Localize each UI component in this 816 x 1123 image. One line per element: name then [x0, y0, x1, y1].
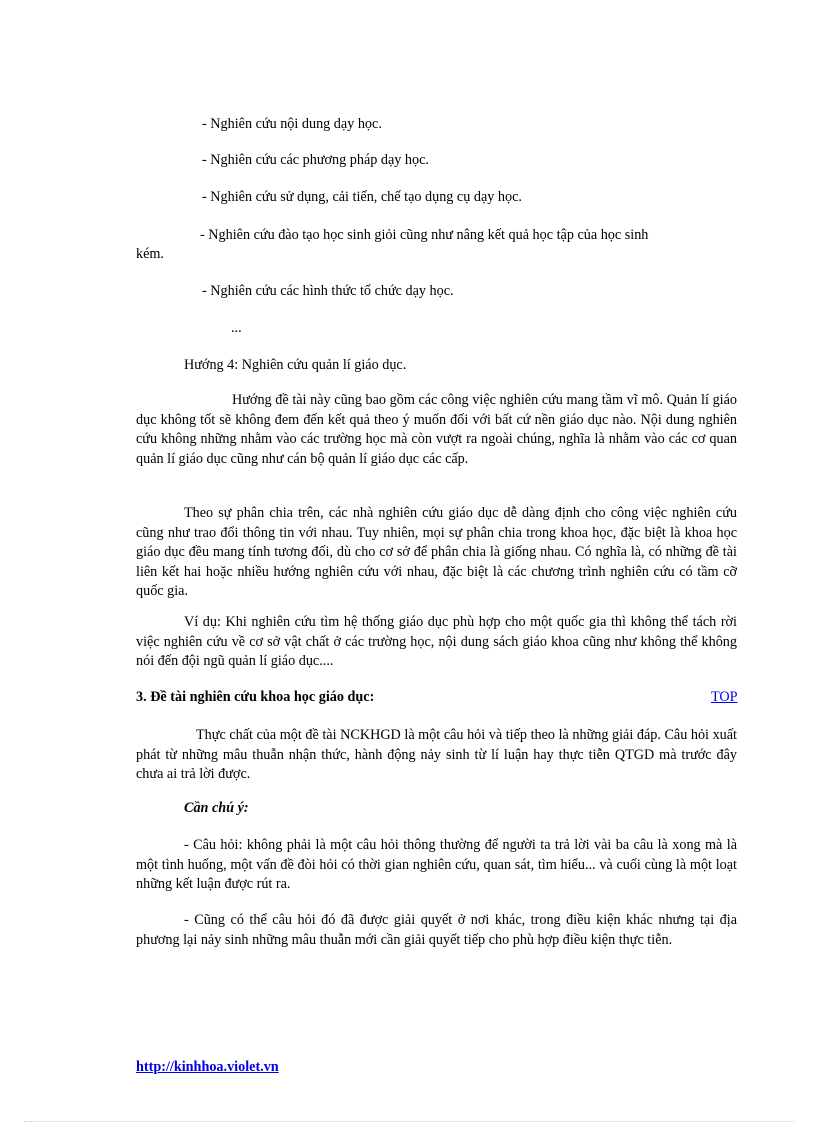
- bullet-item: - Nghiên cứu sử dụng, cải tiến, chế tạo dụng cụ dạy học.: [202, 189, 522, 205]
- huong4-heading: Hướng 4: Nghiên cứu quản lí giáo dục.: [184, 357, 407, 373]
- paragraph: Ví dụ: Khi nghiên cứu tìm hệ thống giáo dục phù hợp cho một quốc gia thì không thể tách rời việc nghiên cứu về cơ sở vật chất ở các trường học, nội dung sách giáo khoa cũng như không thể không nói đến đội ngũ quản lí giáo dục....: [136, 614, 737, 669]
- page-bottom-divider: [24, 1121, 794, 1122]
- bullet-item-continuation: kém.: [136, 246, 164, 262]
- section-heading: 3. Đề tài nghiên cứu khoa học giáo dục:: [136, 689, 375, 705]
- section-intro: Thực chất của một đề tài NCKHGD là một câu hỏi và tiếp theo là những giải đáp. Câu hỏi xuất phát từ những mâu thuẫn nhận thức, hành động nảy sinh từ lí luận hay thực tiễn QTGD mà trước đây chưa ai trả lời được.: [136, 727, 737, 782]
- footer-link[interactable]: http://kinhhoa.violet.vn: [136, 1059, 279, 1075]
- bullet-item: - Nghiên cứu các phương pháp dạy học.: [202, 152, 429, 168]
- note-item: - Cũng có thể câu hỏi đó đã được giải quyết ở nơi khác, trong điều kiện khác nhưng tại địa phương lại nảy sinh những mâu thuẫn mới cần giải quyết tiếp cho phù hợp điều kiện thực tiễn.: [136, 912, 737, 948]
- bullet-item: - Nghiên cứu đào tạo học sinh giỏi cũng như nâng kết quả học tập của học sinh: [200, 227, 649, 243]
- bullet-item: - Nghiên cứu nội dung dạy học.: [202, 116, 382, 132]
- paragraph: Theo sự phân chia trên, các nhà nghiên cứu giáo dục dễ dàng định cho công việc nghiên cứu cũng như trao đổi thông tin với nhau. Tuy nhiên, mọi sự phân chia trong khoa học, đặc biệt là khoa học giáo dục đều mang tính tương đối, dù cho cơ sở để phân chia là giống nhau. Có nghĩa là, có những đề tài liên kết hai hoặc nhiều hướng nghiên cứu với nhau, đặc biệt là các chương trình nghiên cứu có tầm cỡ quốc gia.: [136, 505, 737, 599]
- note-item: - Câu hỏi: không phải là một câu hỏi thông thường để người ta trả lời vài ba câu là xong mà là một tình huống, một vấn đề đòi hỏi có thời gian nghiên cứu, quan sát, tìm hiểu... và cuối cùng là một loạt những kết luận được rút ra.: [136, 837, 737, 892]
- paragraph: Hướng đề tài này cũng bao gồm các công việc nghiên cứu mang tầm vĩ mô. Quản lí giáo dục không tốt sẽ không đem đến kết quả theo ý muốn đối với bất cứ nền giáo dục nào. Nội dung nghiên cứu không những nhằm vào các trường học mà còn vượt ra ngoài chúng, nghĩa là nhằm vào các cơ quan quản lí giáo dục cũng như cán bộ quản lí giáo dục các cấp.: [136, 392, 737, 467]
- top-link[interactable]: TOP: [711, 689, 738, 705]
- ellipsis: ...: [231, 320, 242, 336]
- note-heading: Cần chú ý:: [184, 800, 249, 816]
- bullet-item: - Nghiên cứu các hình thức tổ chức dạy học.: [202, 283, 454, 299]
